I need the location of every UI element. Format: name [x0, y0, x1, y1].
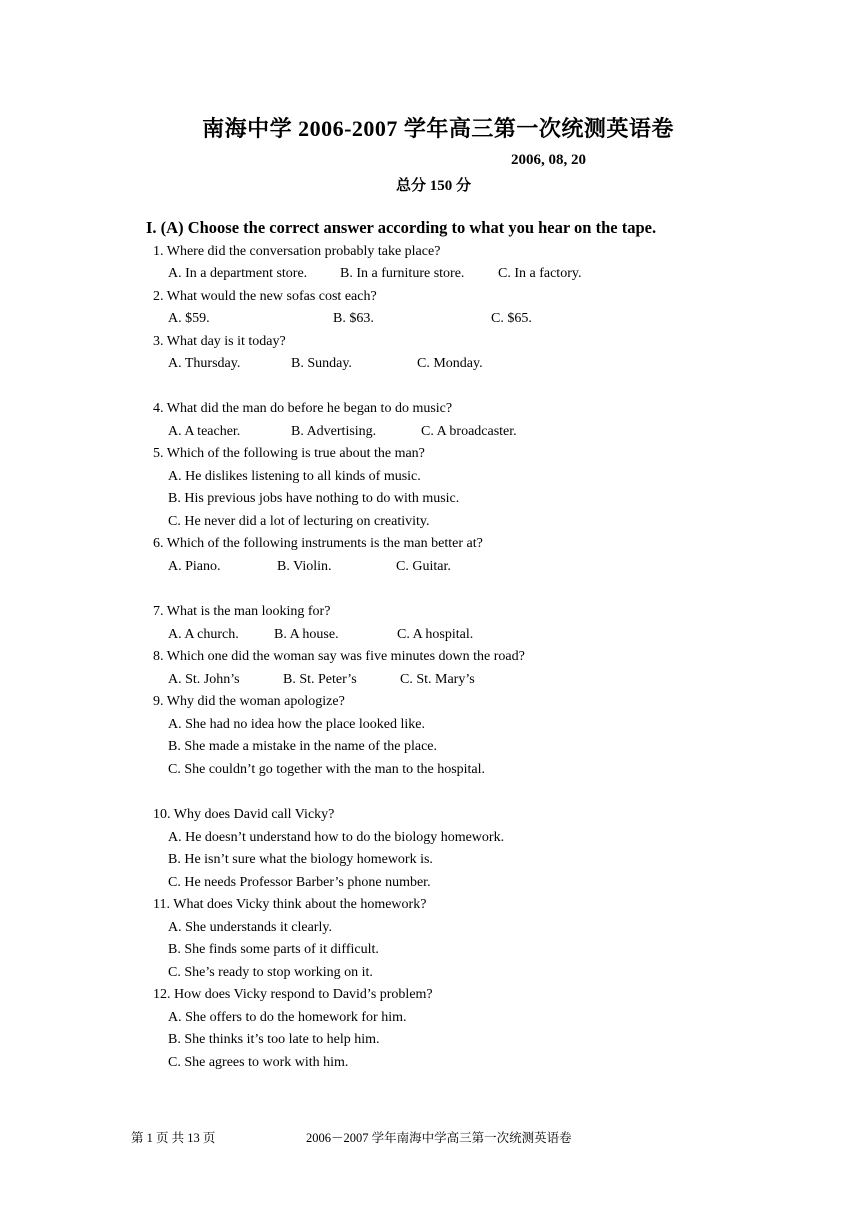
question-4: 4. What did the man do before he began to do music?: [153, 401, 453, 416]
question-2-option-a: A. $59.: [168, 311, 210, 326]
question-4-option-c: C. A broadcaster.: [421, 424, 517, 439]
footer-document-name: 2006－2007 学年南海中学高三第一次统测英语卷: [306, 1131, 572, 1145]
question-8-option-a: A. St. John’s: [168, 672, 240, 687]
question-6-option-a: A. Piano.: [168, 559, 221, 574]
question-9-option-c: C. She couldn’t go together with the man to the hospital.: [168, 762, 486, 777]
question-7-option-b: B. A house.: [274, 627, 339, 642]
question-12-option-c: C. She agrees to work with him.: [168, 1055, 349, 1070]
section-heading: I. (A) Choose the correct answer according to what you hear on the tape.: [146, 218, 657, 237]
question-8-option-b: B. St. Peter’s: [283, 672, 357, 687]
question-12: 12. How does Vicky respond to David’s problem?: [153, 987, 433, 1002]
question-4-option-b: B. Advertising.: [291, 424, 377, 439]
question-5-option-a: A. He dislikes listening to all kinds of music.: [168, 469, 421, 484]
question-1-option-b: B. In a furniture store.: [340, 266, 465, 281]
question-9: 9. Why did the woman apologize?: [153, 694, 345, 709]
question-9-option-a: A. She had no idea how the place looked like.: [168, 717, 425, 732]
question-1-option-a: A. In a department store.: [168, 266, 308, 281]
question-10-option-b: B. He isn’t sure what the biology homework is.: [168, 852, 433, 867]
question-2-option-b: B. $63.: [333, 311, 374, 326]
question-7: 7. What is the man looking for?: [153, 604, 331, 619]
question-7-option-a: A. A church.: [168, 627, 239, 642]
question-8-option-c: C. St. Mary’s: [400, 672, 475, 687]
question-5: 5. Which of the following is true about the man?: [153, 446, 425, 461]
question-11-option-a: A. She understands it clearly.: [168, 920, 332, 935]
question-7-option-c: C. A hospital.: [397, 627, 474, 642]
question-10-option-a: A. He doesn’t understand how to do the biology homework.: [168, 830, 505, 845]
question-12-option-a: A. She offers to do the homework for him.: [168, 1010, 407, 1025]
question-5-option-b: B. His previous jobs have nothing to do with music.: [168, 491, 460, 506]
question-6: 6. Which of the following instruments is the man better at?: [153, 536, 483, 551]
question-4-option-a: A. A teacher.: [168, 424, 241, 439]
question-11-option-b: B. She finds some parts of it difficult.: [168, 942, 379, 957]
total-score: 总分 150 分: [396, 178, 472, 194]
question-5-option-c: C. He never did a lot of lecturing on creativity.: [168, 514, 430, 529]
question-10: 10. Why does David call Vicky?: [153, 807, 335, 822]
question-3-option-a: A. Thursday.: [168, 356, 241, 371]
question-6-option-c: C. Guitar.: [396, 559, 451, 574]
question-2: 2. What would the new sofas cost each?: [153, 289, 377, 304]
question-3-option-c: C. Monday.: [417, 356, 483, 371]
page-title: 南海中学 2006-2007 学年高三第一次统测英语卷: [202, 116, 674, 141]
question-2-option-c: C. $65.: [491, 311, 532, 326]
question-3: 3. What day is it today?: [153, 334, 286, 349]
question-1: 1. Where did the conversation probably take place?: [153, 244, 441, 259]
question-8: 8. Which one did the woman say was five minutes down the road?: [153, 649, 525, 664]
question-6-option-b: B. Violin.: [277, 559, 332, 574]
footer-page-number: 第 1 页 共 13 页: [131, 1131, 216, 1145]
question-9-option-b: B. She made a mistake in the name of the place.: [168, 739, 438, 754]
question-12-option-b: B. She thinks it’s too late to help him.: [168, 1032, 380, 1047]
question-1-option-c: C. In a factory.: [498, 266, 582, 281]
question-3-option-b: B. Sunday.: [291, 356, 352, 371]
question-11-option-c: C. She’s ready to stop working on it.: [168, 965, 373, 980]
question-11: 11. What does Vicky think about the homework?: [153, 897, 427, 912]
question-10-option-c: C. He needs Professor Barber’s phone number.: [168, 875, 431, 890]
exam-date: 2006, 08, 20: [511, 152, 586, 168]
